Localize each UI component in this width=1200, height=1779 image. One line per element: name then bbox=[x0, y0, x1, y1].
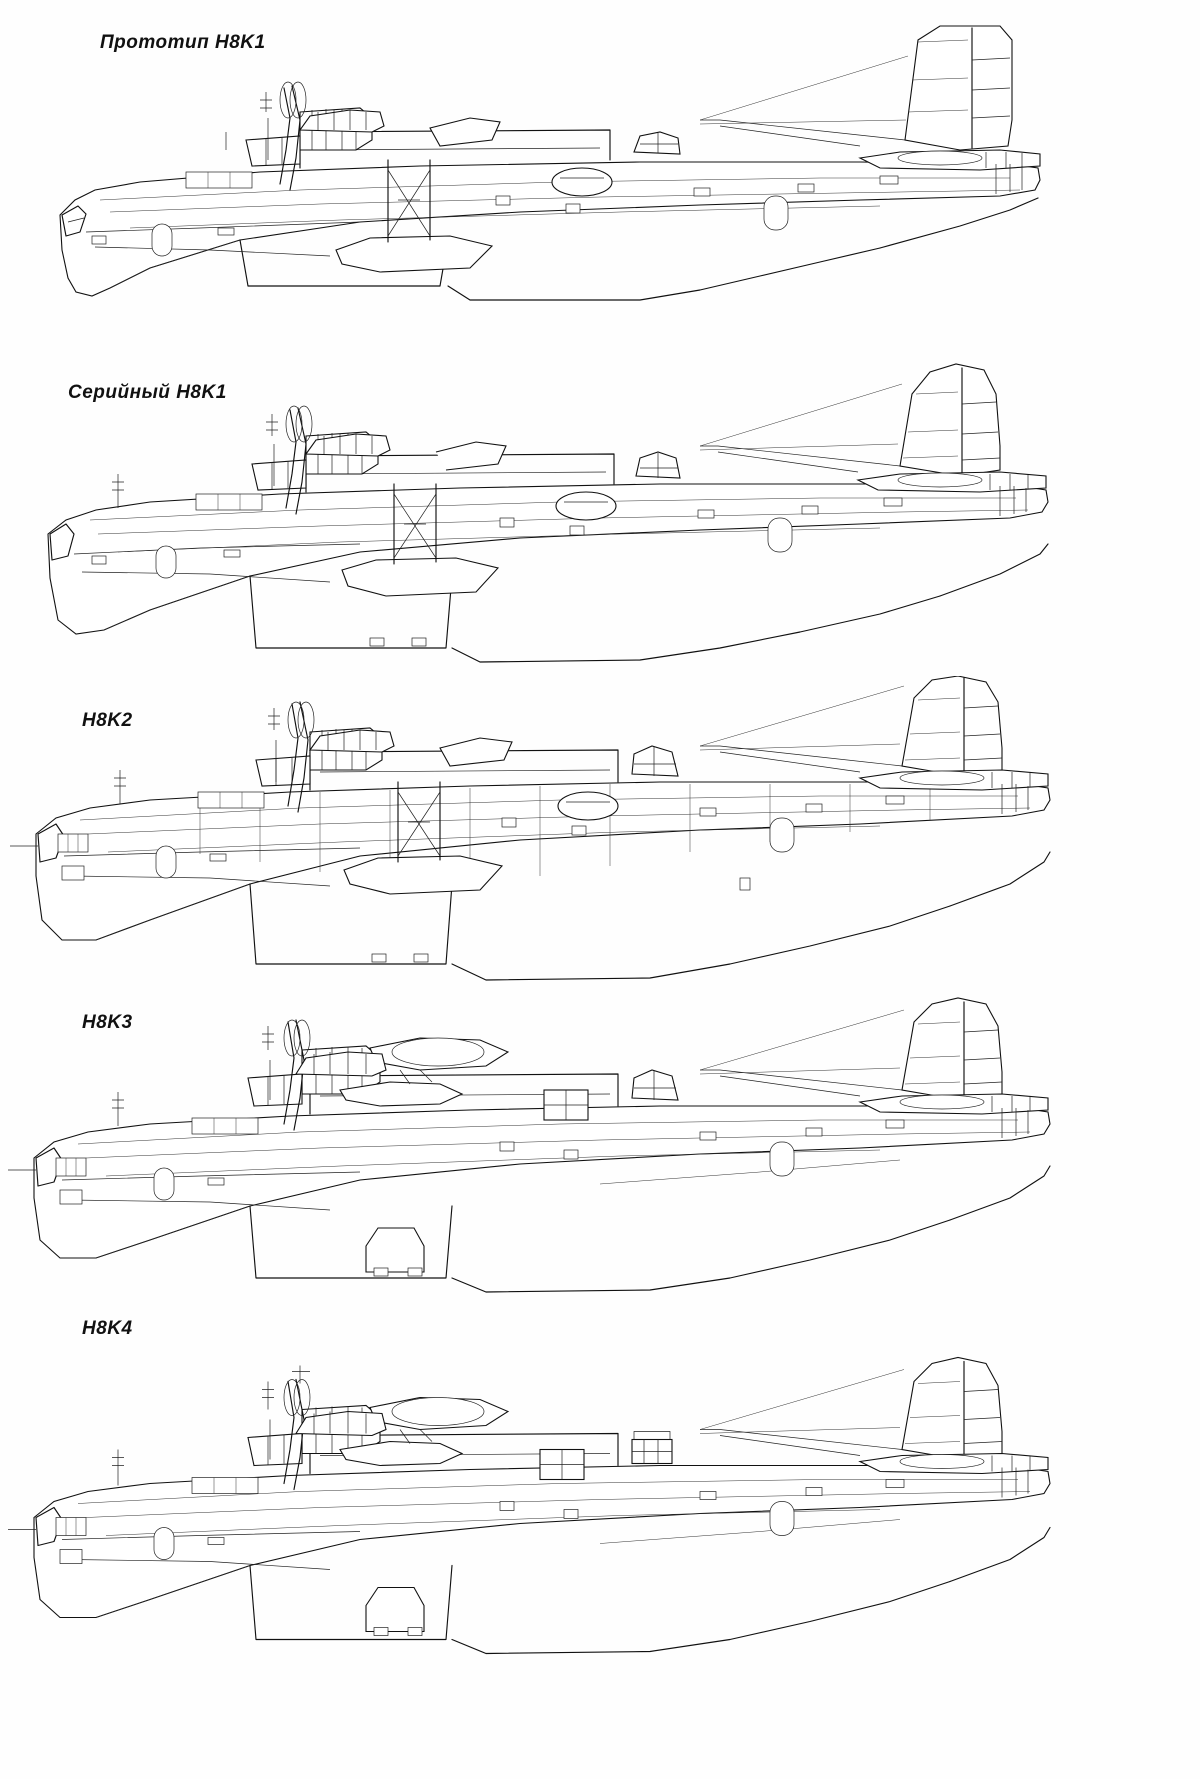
dorsal-turret-box-group bbox=[632, 1432, 672, 1464]
aircraft-side-view-serial-h8k1 bbox=[0, 348, 1200, 704]
variant-block bbox=[0, 1284, 1200, 1779]
variant-block bbox=[0, 978, 1200, 1334]
dorsal-turret-group bbox=[632, 1070, 678, 1100]
tail-fin-group bbox=[700, 998, 1002, 1100]
dorsal-turret-group bbox=[632, 746, 678, 776]
variant-label: Серийный H8K1 bbox=[68, 382, 227, 403]
tailplane-group bbox=[858, 472, 1046, 492]
dorsal-turret-group bbox=[636, 452, 680, 478]
dorsal-turret-group bbox=[634, 132, 680, 154]
hull-fairing-group bbox=[366, 1228, 424, 1276]
variant-block bbox=[0, 348, 1200, 704]
tail-fin-group bbox=[700, 26, 1012, 150]
variant-block bbox=[0, 0, 1200, 356]
hull-group bbox=[34, 1106, 1050, 1292]
tailplane-group bbox=[860, 770, 1048, 790]
tailplane-group bbox=[860, 1094, 1048, 1114]
hull-group bbox=[36, 782, 1050, 980]
tail-fin-group bbox=[700, 364, 1000, 476]
variant-label: H8K4 bbox=[82, 1318, 133, 1339]
aircraft-side-view-h8k4 bbox=[0, 1284, 1200, 1779]
variant-label: H8K2 bbox=[82, 710, 133, 731]
tail-fin-group bbox=[700, 1358, 1002, 1460]
variant-label: Прототип H8K1 bbox=[100, 32, 266, 53]
hull-fairing-group bbox=[366, 1588, 424, 1636]
variant-label: H8K3 bbox=[82, 1012, 133, 1033]
aircraft-side-view-h8k3 bbox=[0, 978, 1200, 1334]
tailplane-group bbox=[860, 150, 1040, 170]
tailplane-group bbox=[860, 1454, 1048, 1474]
tail-fin-group bbox=[700, 676, 1002, 776]
aircraft-side-view-prototype-h8k1 bbox=[0, 0, 1200, 356]
hull-group bbox=[34, 1466, 1050, 1654]
hull-group bbox=[48, 484, 1048, 662]
